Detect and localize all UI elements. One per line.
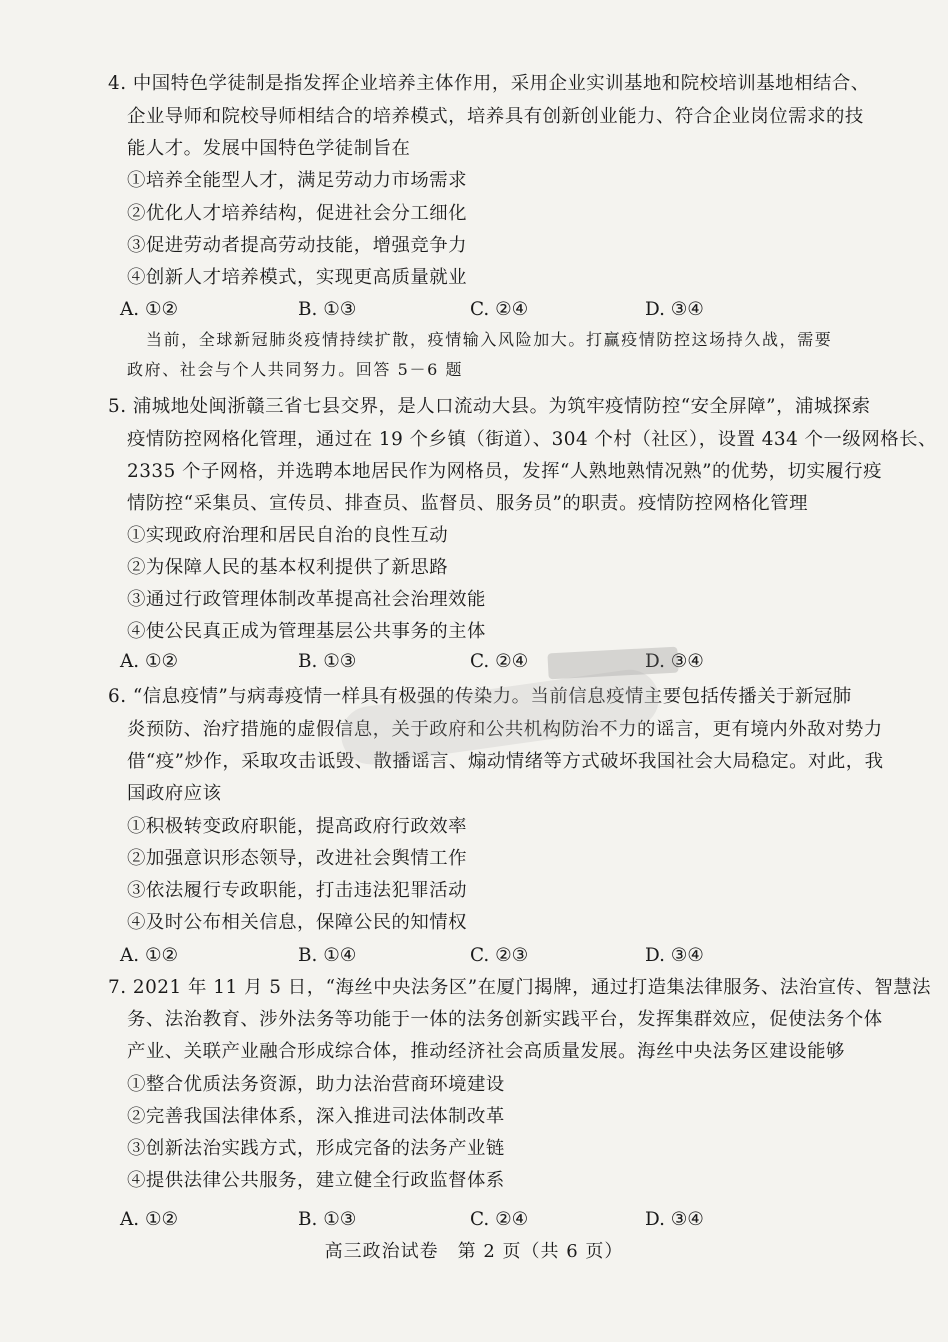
q7-stem-line: 7. 2021 年 11 月 5 日，“海丝中央法务区”在厦门揭牌，通过打造集法律服务、法治宣传、智慧法 xyxy=(108,977,932,998)
q5-statement: ①实现政府治理和居民自治的良性互动 xyxy=(127,525,449,546)
q6-stem-line: 借“疫”炒作，采取攻击诋毁、散播谣言、煽动情绪等方式破坏我国社会大局稳定。对此，我 xyxy=(127,751,884,772)
q7-option-a: A. ①② xyxy=(120,1209,178,1230)
q4-option-b: B. ①③ xyxy=(298,299,357,320)
q6-stem-line: 6. “信息疫情”与病毒疫情一样具有极强的传染力。当前信息疫情主要包括传播关于新冠肺 xyxy=(108,686,852,707)
q4-option-a: A. ①② xyxy=(120,299,178,320)
q5-option-a: A. ①② xyxy=(120,651,178,672)
q5-statement: ④使公民真正成为管理基层公共事务的主体 xyxy=(127,621,486,642)
q5-stem-line: 5. 浦城地处闽浙赣三省七县交界，是人口流动大县。为筑牢疫情防控“安全屏障”，浦城探索 xyxy=(108,396,871,417)
q4-options xyxy=(120,298,740,322)
q4-option-d: D. ③④ xyxy=(645,299,704,320)
q7-stem-line: 务、法治教育、涉外法务等功能于一体的法务创新实践平台，发挥集群效应，促使法务个体 xyxy=(127,1009,883,1030)
q5-stem-line: 2335 个子网格，并选聘本地居民作为网格员，发挥“人熟地熟情况熟”的优势，切实履行疫 xyxy=(127,461,883,482)
q7-statement: ①整合优质法务资源，助力法治营商环境建设 xyxy=(127,1074,505,1095)
q6-option-b: B. ①④ xyxy=(298,945,357,966)
q4-option-c: C. ②④ xyxy=(470,299,529,320)
q7-option-b: B. ①③ xyxy=(298,1209,357,1230)
page-footer: 高三政治试卷 第 2 页（共 6 页） xyxy=(324,1241,624,1262)
q5-statement: ②为保障人民的基本权利提供了新思路 xyxy=(127,557,449,578)
q4-statement: ④创新人才培养模式，实现更高质量就业 xyxy=(127,267,468,288)
q6-options xyxy=(120,944,740,968)
q5-option-c: C. ②④ xyxy=(470,651,529,672)
q6-statement: ①积极转变政府职能，提高政府行政效率 xyxy=(127,816,468,837)
q5-statement: ③通过行政管理体制改革提高社会治理效能 xyxy=(127,589,486,610)
q4-stem-line: 能人才。发展中国特色学徒制旨在 xyxy=(127,138,411,159)
q6-option-a: A. ①② xyxy=(120,945,178,966)
q6-option-c: C. ②③ xyxy=(470,945,529,966)
q7-statement: ③创新法治实践方式，形成完备的法务产业链 xyxy=(127,1138,505,1159)
q6-statement: ③依法履行专政职能，打击违法犯罪活动 xyxy=(127,880,468,901)
q7-options xyxy=(120,1208,740,1232)
q4-statement: ①培养全能型人才，满足劳动力市场需求 xyxy=(127,170,468,191)
q5-option-b: B. ①③ xyxy=(298,651,357,672)
q5-stem-line: 疫情防控网格化管理，通过在 19 个乡镇（街道）、304 个村（社区），设置 434 个一级网格长、 xyxy=(127,429,937,450)
q7-statement: ②完善我国法律体系，深入推进司法体制改革 xyxy=(127,1106,505,1127)
q6-statement: ②加强意识形态领导，改进社会舆情工作 xyxy=(127,848,468,869)
q4-statement: ②优化人才培养结构，促进社会分工细化 xyxy=(127,203,468,224)
passage-line: 政府、社会与个人共同努力。回答 5－6 题 xyxy=(127,360,464,379)
q4-statement: ③促进劳动者提高劳动技能，增强竞争力 xyxy=(127,235,468,256)
q6-option-d: D. ③④ xyxy=(645,945,704,966)
q5-option-d: D. ③④ xyxy=(645,651,704,672)
q6-statement: ④及时公布相关信息，保障公民的知情权 xyxy=(127,912,468,933)
q7-stem-line: 产业、关联产业融合形成综合体，推动经济社会高质量发展。海丝中央法务区建设能够 xyxy=(127,1041,845,1062)
q7-statement: ④提供法律公共服务，建立健全行政监督体系 xyxy=(127,1170,505,1191)
q7-option-c: C. ②④ xyxy=(470,1209,529,1230)
q6-stem-line: 国政府应该 xyxy=(127,783,222,804)
passage-line: 当前，全球新冠肺炎疫情持续扩散，疫情输入风险加大。打赢疫情防控这场持久战，需要 xyxy=(146,330,833,349)
q7-option-d: D. ③④ xyxy=(645,1209,704,1230)
q6-stem-line: 炎预防、治疗措施的虚假信息，关于政府和公共机构防治不力的谣言，更有境内外敌对势力 xyxy=(127,719,883,740)
q4-stem-line: 企业导师和院校导师相结合的培养模式，培养具有创新创业能力、符合企业岗位需求的技 xyxy=(127,106,864,127)
q5-stem-line: 情防控“采集员、宣传员、排查员、监督员、服务员”的职责。疫情防控网格化管理 xyxy=(127,493,808,514)
q4-stem-line: 4. 中国特色学徒制是指发挥企业培养主体作用，采用企业实训基地和院校培训基地相结合、 xyxy=(108,73,870,94)
